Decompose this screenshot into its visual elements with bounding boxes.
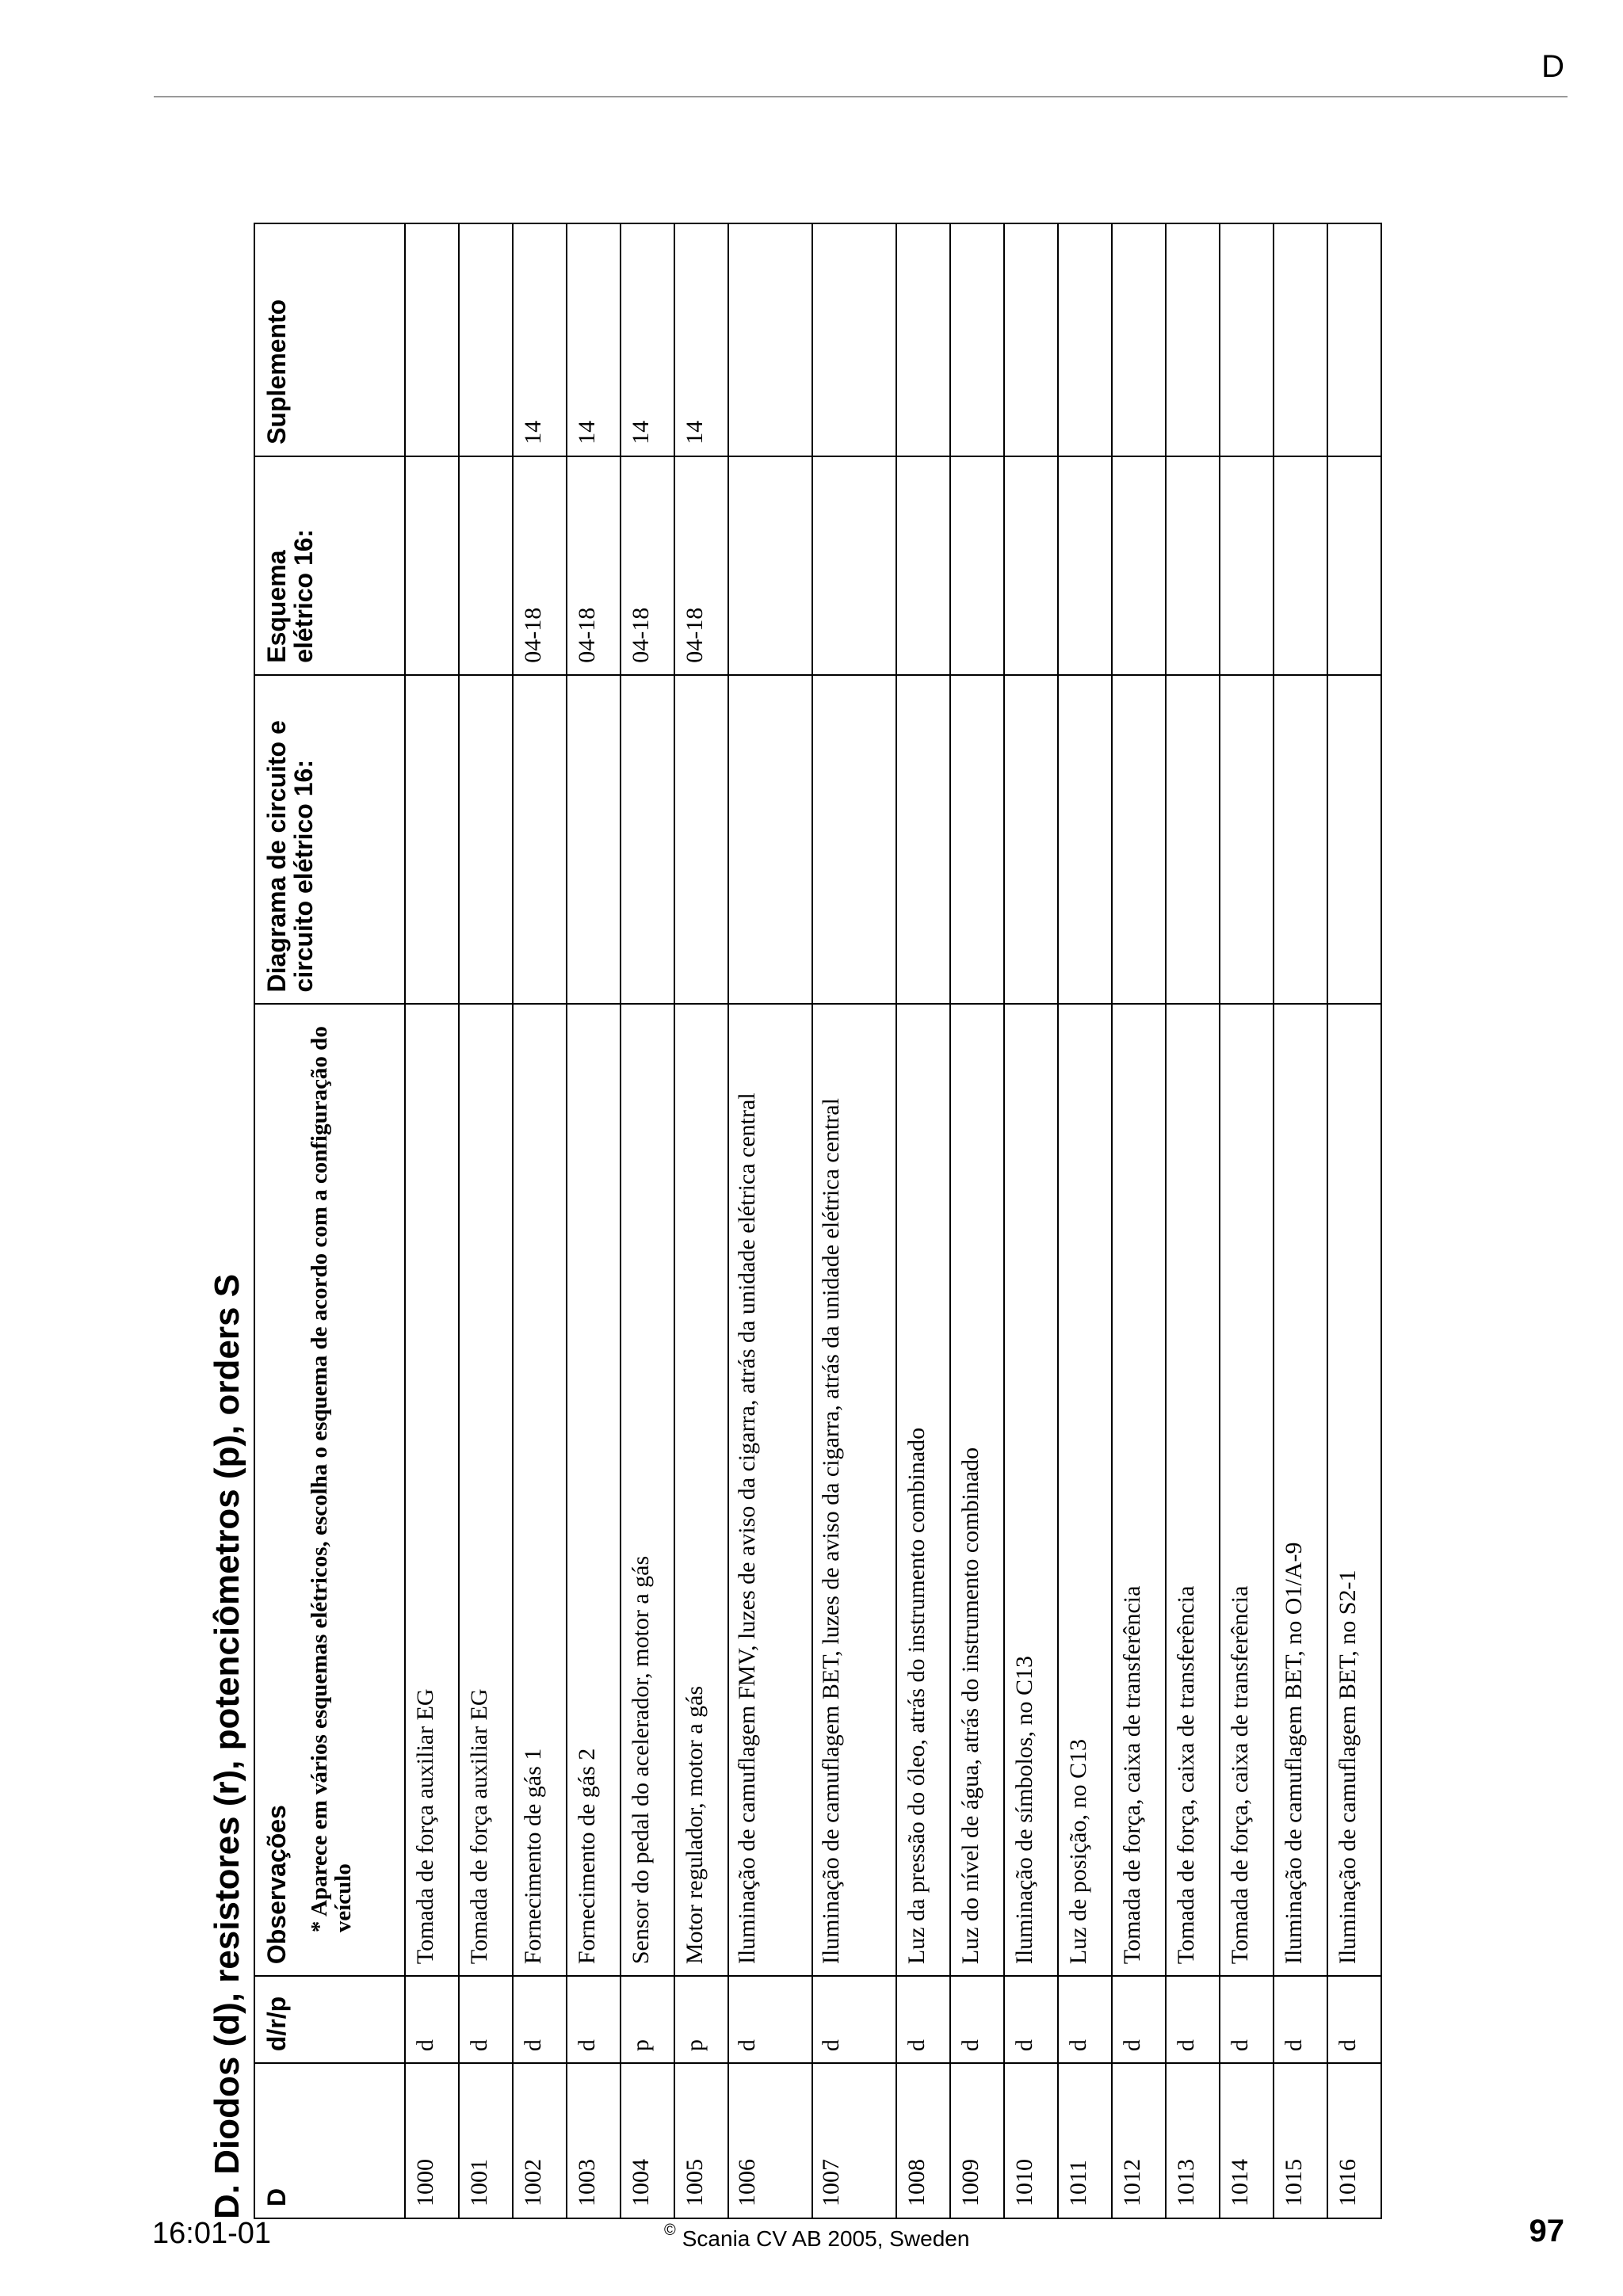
cell-observacoes: Fornecimento de gás 2	[567, 1004, 621, 1976]
table-row	[674, 223, 728, 2218]
table-row	[621, 223, 674, 2218]
cell-observacoes: Luz de posição, no C13	[1058, 1004, 1112, 1976]
cell-esquema: 04-18	[674, 456, 728, 675]
cell-observacoes: Iluminação de camuflagem BET, no S2-1	[1327, 1004, 1381, 1976]
table-row	[459, 223, 513, 2218]
cell-diagrama	[1327, 675, 1381, 1005]
cell-esquema	[1274, 456, 1327, 675]
copyright	[664, 2222, 969, 2252]
cell-esquema	[459, 456, 513, 675]
cell-suplemento: 14	[567, 223, 621, 456]
table-row	[1220, 223, 1274, 2218]
cell-d: 1005	[674, 2063, 728, 2218]
cell-d: 1001	[459, 2063, 513, 2218]
table-row	[1004, 223, 1058, 2218]
cell-diagrama	[1112, 675, 1166, 1005]
cell-observacoes: Tomada de força auxiliar EG	[405, 1004, 459, 1976]
cell-observacoes: Iluminação de símbolos, no C13	[1004, 1004, 1058, 1976]
cell-observacoes: Motor regulador, motor a gás	[674, 1004, 728, 1976]
col-header-esquema: Esquema elétrico 16:	[254, 456, 405, 675]
cell-observacoes: Luz do nível de água, atrás do instrumento combinado	[950, 1004, 1004, 1976]
cell-esquema	[728, 456, 812, 675]
table-header-row	[254, 223, 405, 2218]
cell-diagrama	[1274, 675, 1327, 1005]
col-header-d: D	[254, 2063, 405, 2218]
cell-d: 1015	[1274, 2063, 1327, 2218]
cell-type: d	[728, 1976, 812, 2063]
cell-suplemento: 14	[621, 223, 674, 456]
cell-d: 1009	[950, 2063, 1004, 2218]
cell-observacoes: Iluminação de camuflagem FMV, luzes de aviso da cigarra, atrás da unidade elétrica central	[728, 1004, 812, 1976]
cell-suplemento	[1058, 223, 1112, 456]
cell-type: d	[812, 1976, 896, 2063]
cell-d: 1012	[1112, 2063, 1166, 2218]
cell-type: d	[1220, 1976, 1274, 2063]
document-code: 16:01-01	[152, 2217, 272, 2250]
cell-diagrama	[513, 675, 567, 1005]
cell-diagrama	[459, 675, 513, 1005]
cell-suplemento	[1166, 223, 1220, 456]
cell-d: 1000	[405, 2063, 459, 2218]
table-row	[1112, 223, 1166, 2218]
rotated-table-block	[208, 159, 1460, 2219]
table-row	[728, 223, 812, 2218]
table-row	[950, 223, 1004, 2218]
cell-diagrama	[812, 675, 896, 1005]
cell-observacoes: Tomada de força, caixa de transferência	[1220, 1004, 1274, 1976]
cell-suplemento: 14	[674, 223, 728, 456]
table-row	[513, 223, 567, 2218]
col-header-suplemento: Suplemento	[254, 223, 405, 456]
cell-d: 1004	[621, 2063, 674, 2218]
cell-observacoes: Tomada de força, caixa de transferência	[1166, 1004, 1220, 1976]
cell-observacoes: Iluminação de camuflagem BET, luzes de aviso da cigarra, atrás da unidade elétrica central	[812, 1004, 896, 1976]
observacoes-note: * Aparece em vários esquemas elétricos, escolha o esquema de acordo com a configuração do veículo	[307, 1026, 356, 1933]
cell-esquema	[950, 456, 1004, 675]
cell-diagrama	[1058, 675, 1112, 1005]
cell-suplemento	[896, 223, 950, 456]
cell-observacoes: Sensor do pedal do acelerador, motor a gás	[621, 1004, 674, 1976]
col-header-observacoes	[254, 1004, 405, 1976]
cell-observacoes: Fornecimento de gás 1	[513, 1004, 567, 1976]
cell-type: d	[567, 1976, 621, 2063]
cell-suplemento	[1220, 223, 1274, 456]
cell-d: 1010	[1004, 2063, 1058, 2218]
cell-d: 1008	[896, 2063, 950, 2218]
cell-suplemento	[950, 223, 1004, 456]
cell-type: d	[405, 1976, 459, 2063]
cell-esquema: 04-18	[513, 456, 567, 675]
cell-esquema	[1220, 456, 1274, 675]
cell-type: d	[1327, 1976, 1381, 2063]
cell-suplemento	[405, 223, 459, 456]
cell-diagrama	[674, 675, 728, 1005]
components-table	[254, 223, 1382, 2219]
observacoes-label: Observações	[262, 1805, 291, 1965]
cell-esquema: 04-18	[621, 456, 674, 675]
cell-type: d	[1274, 1976, 1327, 2063]
cell-diagrama	[567, 675, 621, 1005]
cell-type: d	[1004, 1976, 1058, 2063]
cell-suplemento	[812, 223, 896, 456]
cell-d: 1014	[1220, 2063, 1274, 2218]
col-header-type: d/r/p	[254, 1976, 405, 2063]
table-row	[1327, 223, 1381, 2218]
cell-d: 1013	[1166, 2063, 1220, 2218]
cell-diagrama	[405, 675, 459, 1005]
copyright-symbol: ©	[664, 2222, 676, 2239]
cell-observacoes: Luz da pressão do óleo, atrás do instrumento combinado	[896, 1004, 950, 1976]
cell-d: 1003	[567, 2063, 621, 2218]
cell-suplemento	[1274, 223, 1327, 456]
cell-d: 1016	[1327, 2063, 1381, 2218]
cell-observacoes: Tomada de força, caixa de transferência	[1112, 1004, 1166, 1976]
cell-diagrama	[1004, 675, 1058, 1005]
cell-suplemento: 14	[513, 223, 567, 456]
cell-type: d	[1058, 1976, 1112, 2063]
cell-esquema	[1058, 456, 1112, 675]
cell-suplemento	[1112, 223, 1166, 456]
cell-esquema	[1166, 456, 1220, 675]
cell-type: p	[621, 1976, 674, 2063]
cell-esquema: 04-18	[567, 456, 621, 675]
cell-diagrama	[621, 675, 674, 1005]
table-row	[1058, 223, 1112, 2218]
cell-esquema	[1004, 456, 1058, 675]
table-row	[1274, 223, 1327, 2218]
cell-suplemento	[1327, 223, 1381, 456]
cell-diagrama	[728, 675, 812, 1005]
col-header-diagrama: Diagrama de circuito e circuito elétrico 16:	[254, 675, 405, 1005]
cell-suplemento	[728, 223, 812, 456]
cell-type: d	[459, 1976, 513, 2063]
cell-d: 1007	[812, 2063, 896, 2218]
table-title: D. Diodos (d), resistores (r), potenciômetros (p), orders S	[208, 1273, 246, 2219]
cell-esquema	[896, 456, 950, 675]
cell-suplemento	[1004, 223, 1058, 456]
cell-diagrama	[1166, 675, 1220, 1005]
cell-type: d	[1166, 1976, 1220, 2063]
section-letter: D	[1541, 49, 1564, 84]
cell-d: 1006	[728, 2063, 812, 2218]
table-row	[405, 223, 459, 2218]
cell-diagrama	[1220, 675, 1274, 1005]
cell-suplemento	[459, 223, 513, 456]
table-row	[1166, 223, 1220, 2218]
cell-d: 1011	[1058, 2063, 1112, 2218]
cell-d: 1002	[513, 2063, 567, 2218]
table-row	[812, 223, 896, 2218]
page-number: 97	[1529, 2214, 1564, 2248]
table-row	[567, 223, 621, 2218]
cell-observacoes: Iluminação de camuflagem BET, no O1/A-9	[1274, 1004, 1327, 1976]
cell-esquema	[1327, 456, 1381, 675]
cell-diagrama	[950, 675, 1004, 1005]
cell-observacoes: Tomada de força auxiliar EG	[459, 1004, 513, 1976]
cell-esquema	[1112, 456, 1166, 675]
cell-type: p	[674, 1976, 728, 2063]
cell-diagrama	[896, 675, 950, 1005]
cell-type: d	[513, 1976, 567, 2063]
cell-type: d	[950, 1976, 1004, 2063]
table-row	[896, 223, 950, 2218]
cell-type: d	[1112, 1976, 1166, 2063]
cell-esquema	[812, 456, 896, 675]
cell-esquema	[405, 456, 459, 675]
header-divider	[154, 96, 1568, 97]
cell-type: d	[896, 1976, 950, 2063]
copyright-text: Scania CV AB 2005, Sweden	[682, 2226, 970, 2251]
